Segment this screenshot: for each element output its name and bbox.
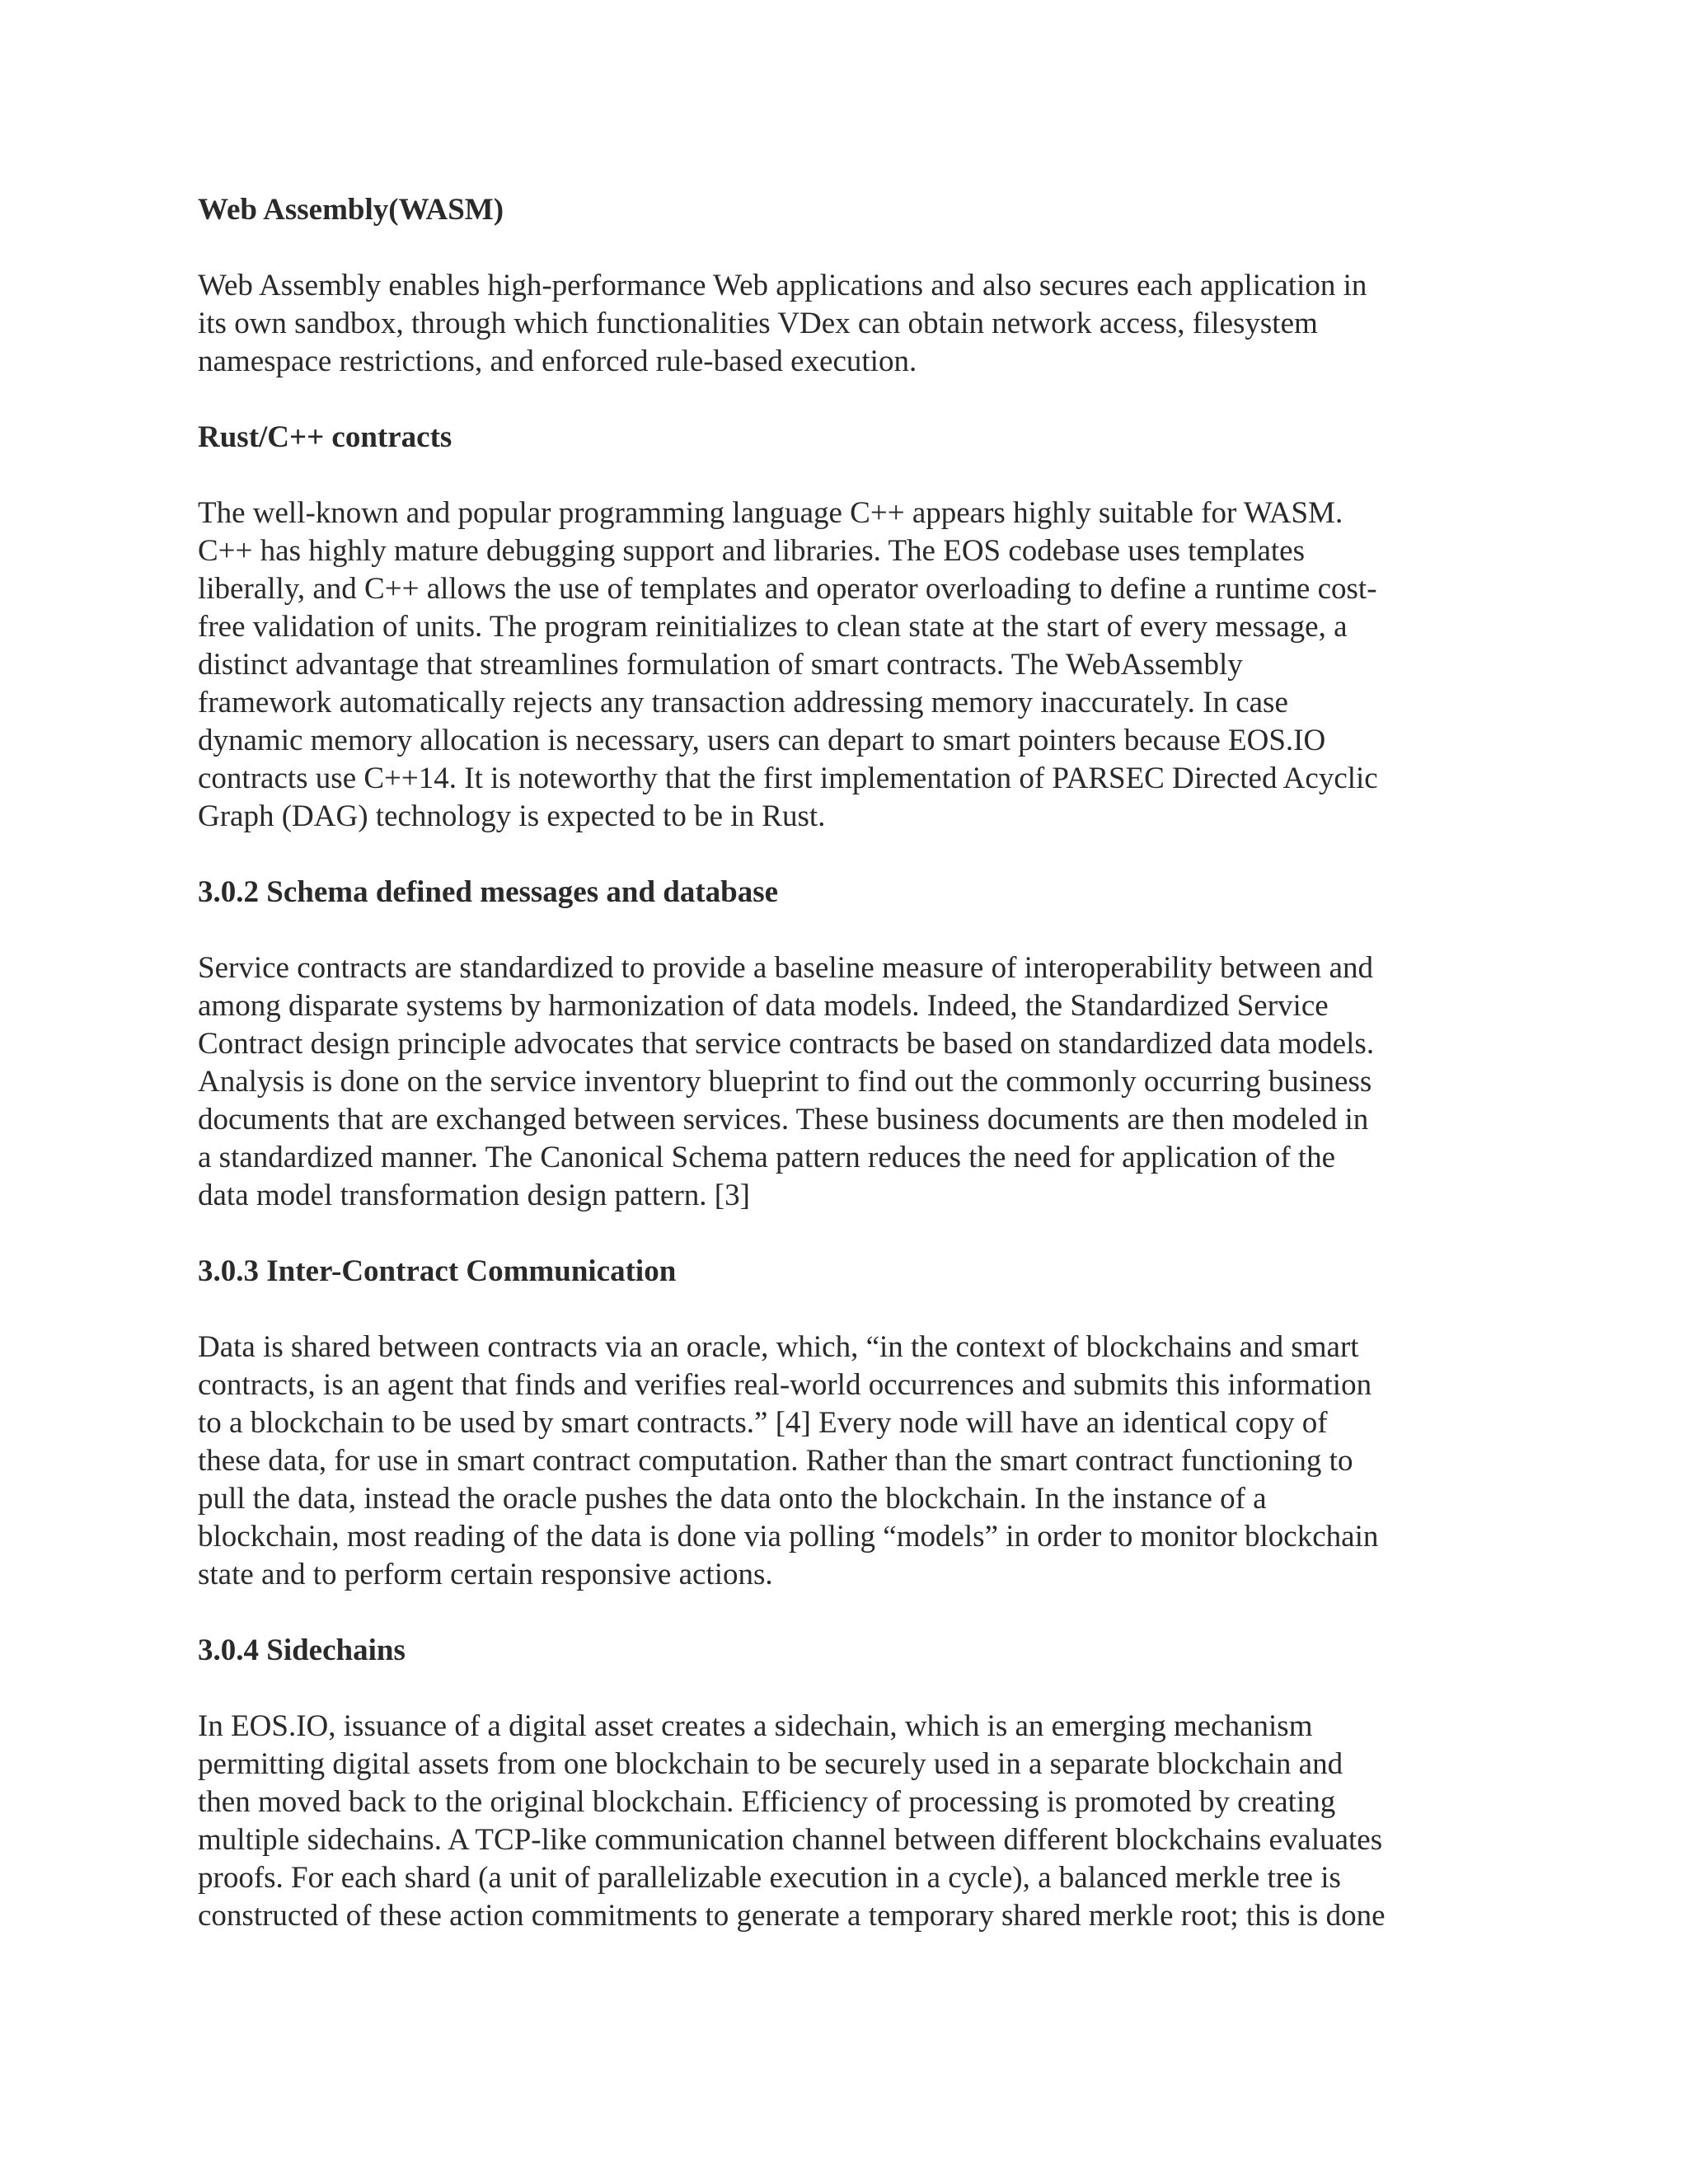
paragraph-line: Analysis is done on the service inventory blueprint to find out the commonly occurring business bbox=[198, 1065, 1372, 1099]
paragraph-line: framework automatically rejects any transaction addressing memory inaccurately. In case bbox=[198, 686, 1288, 719]
section-heading: 3.0.3 Inter-Contract Communication bbox=[198, 1254, 677, 1288]
paragraph-line: then moved back to the original blockchain. Efficiency of processing is promoted by creating bbox=[198, 1785, 1336, 1819]
paragraph-line: its own sandbox, through which functionalities VDex can obtain network access, filesystem bbox=[198, 307, 1318, 340]
section-heading: 3.0.2 Schema defined messages and database bbox=[198, 875, 779, 909]
paragraph-line: a standardized manner. The Canonical Schema pattern reduces the need for application of the bbox=[198, 1141, 1336, 1174]
paragraph-line: Data is shared between contracts via an oracle, which, “in the context of blockchains and smart bbox=[198, 1330, 1359, 1364]
paragraph-line: proofs. For each shard (a unit of parallelizable execution in a cycle), a balanced merkle tree is bbox=[198, 1861, 1341, 1895]
paragraph-line: Service contracts are standardized to provide a baseline measure of interoperability between and bbox=[198, 951, 1373, 985]
paragraph-line: documents that are exchanged between services. These business documents are then modeled in bbox=[198, 1103, 1369, 1137]
paragraph-line: constructed of these action commitments to generate a temporary shared merkle root; this is done bbox=[198, 1899, 1386, 1933]
section-paragraph bbox=[198, 1708, 1500, 1935]
paragraph-line: permitting digital assets from one blockchain to be securely used in a separate blockchain and bbox=[198, 1747, 1343, 1781]
paragraph-line: these data, for use in smart contract computation. Rather than the smart contract functioning to bbox=[198, 1444, 1353, 1478]
paragraph-line: liberally, and C++ allows the use of templates and operator overloading to define a runtime cost- bbox=[198, 572, 1377, 606]
paragraph-line: data model transformation design pattern. [3] bbox=[198, 1179, 750, 1212]
section-schema-defined-messages bbox=[198, 874, 1500, 1215]
paragraph-line: to a blockchain to be used by smart contracts.” [4] Every node will have an identical copy of bbox=[198, 1406, 1328, 1440]
paragraph-line: pull the data, instead the oracle pushes the data onto the blockchain. In the instance of a bbox=[198, 1482, 1267, 1516]
paragraph-line: blockchain, most reading of the data is done via polling “models” in order to monitor blockchain bbox=[198, 1520, 1379, 1554]
paragraph-line: contracts, is an agent that finds and verifies real-world occurrences and submits this information bbox=[198, 1368, 1372, 1402]
paragraph-line: state and to perform certain responsive actions. bbox=[198, 1558, 773, 1591]
section-paragraph bbox=[198, 949, 1500, 1215]
paragraph-line: free validation of units. The program reinitializes to clean state at the start of every message, a bbox=[198, 610, 1348, 644]
paragraph-line: Graph (DAG) technology is expected to be in Rust. bbox=[198, 799, 826, 833]
section-sidechains bbox=[198, 1632, 1500, 1935]
paragraph-line: In EOS.IO, issuance of a digital asset creates a sidechain, which is an emerging mechanism bbox=[198, 1709, 1313, 1743]
paragraph-line: Web Assembly enables high-performance Web applications and also secures each application in bbox=[198, 269, 1367, 302]
section-wasm bbox=[198, 191, 1500, 381]
section-paragraph bbox=[198, 1329, 1500, 1594]
paragraph-line: namespace restrictions, and enforced rule-based execution. bbox=[198, 344, 917, 378]
section-rust-cpp-contracts bbox=[198, 419, 1500, 836]
paragraph-line: dynamic memory allocation is necessary, users can depart to smart pointers because EOS.IO bbox=[198, 724, 1326, 757]
section-heading: Rust/C++ contracts bbox=[198, 420, 452, 454]
section-paragraph bbox=[198, 494, 1500, 836]
paragraph-line: C++ has highly mature debugging support and libraries. The EOS codebase uses templates bbox=[198, 534, 1305, 568]
paragraph-line: The well-known and popular programming language C++ appears highly suitable for WASM. bbox=[198, 496, 1343, 530]
section-paragraph bbox=[198, 267, 1500, 381]
section-inter-contract-communication bbox=[198, 1253, 1500, 1594]
paragraph-line: Contract design principle advocates that service contracts be based on standardized data models. bbox=[198, 1027, 1375, 1061]
section-heading: Web Assembly(WASM) bbox=[198, 193, 504, 227]
paragraph-line: multiple sidechains. A TCP-like communication channel between different blockchains evaluates bbox=[198, 1823, 1383, 1857]
section-heading: 3.0.4 Sidechains bbox=[198, 1633, 406, 1667]
paragraph-line: among disparate systems by harmonization of data models. Indeed, the Standardized Service bbox=[198, 989, 1329, 1023]
document-page bbox=[198, 191, 1500, 1973]
paragraph-line: distinct advantage that streamlines formulation of smart contracts. The WebAssembly bbox=[198, 648, 1243, 682]
paragraph-line: contracts use C++14. It is noteworthy that the first implementation of PARSEC Directed Acyclic bbox=[198, 762, 1378, 795]
